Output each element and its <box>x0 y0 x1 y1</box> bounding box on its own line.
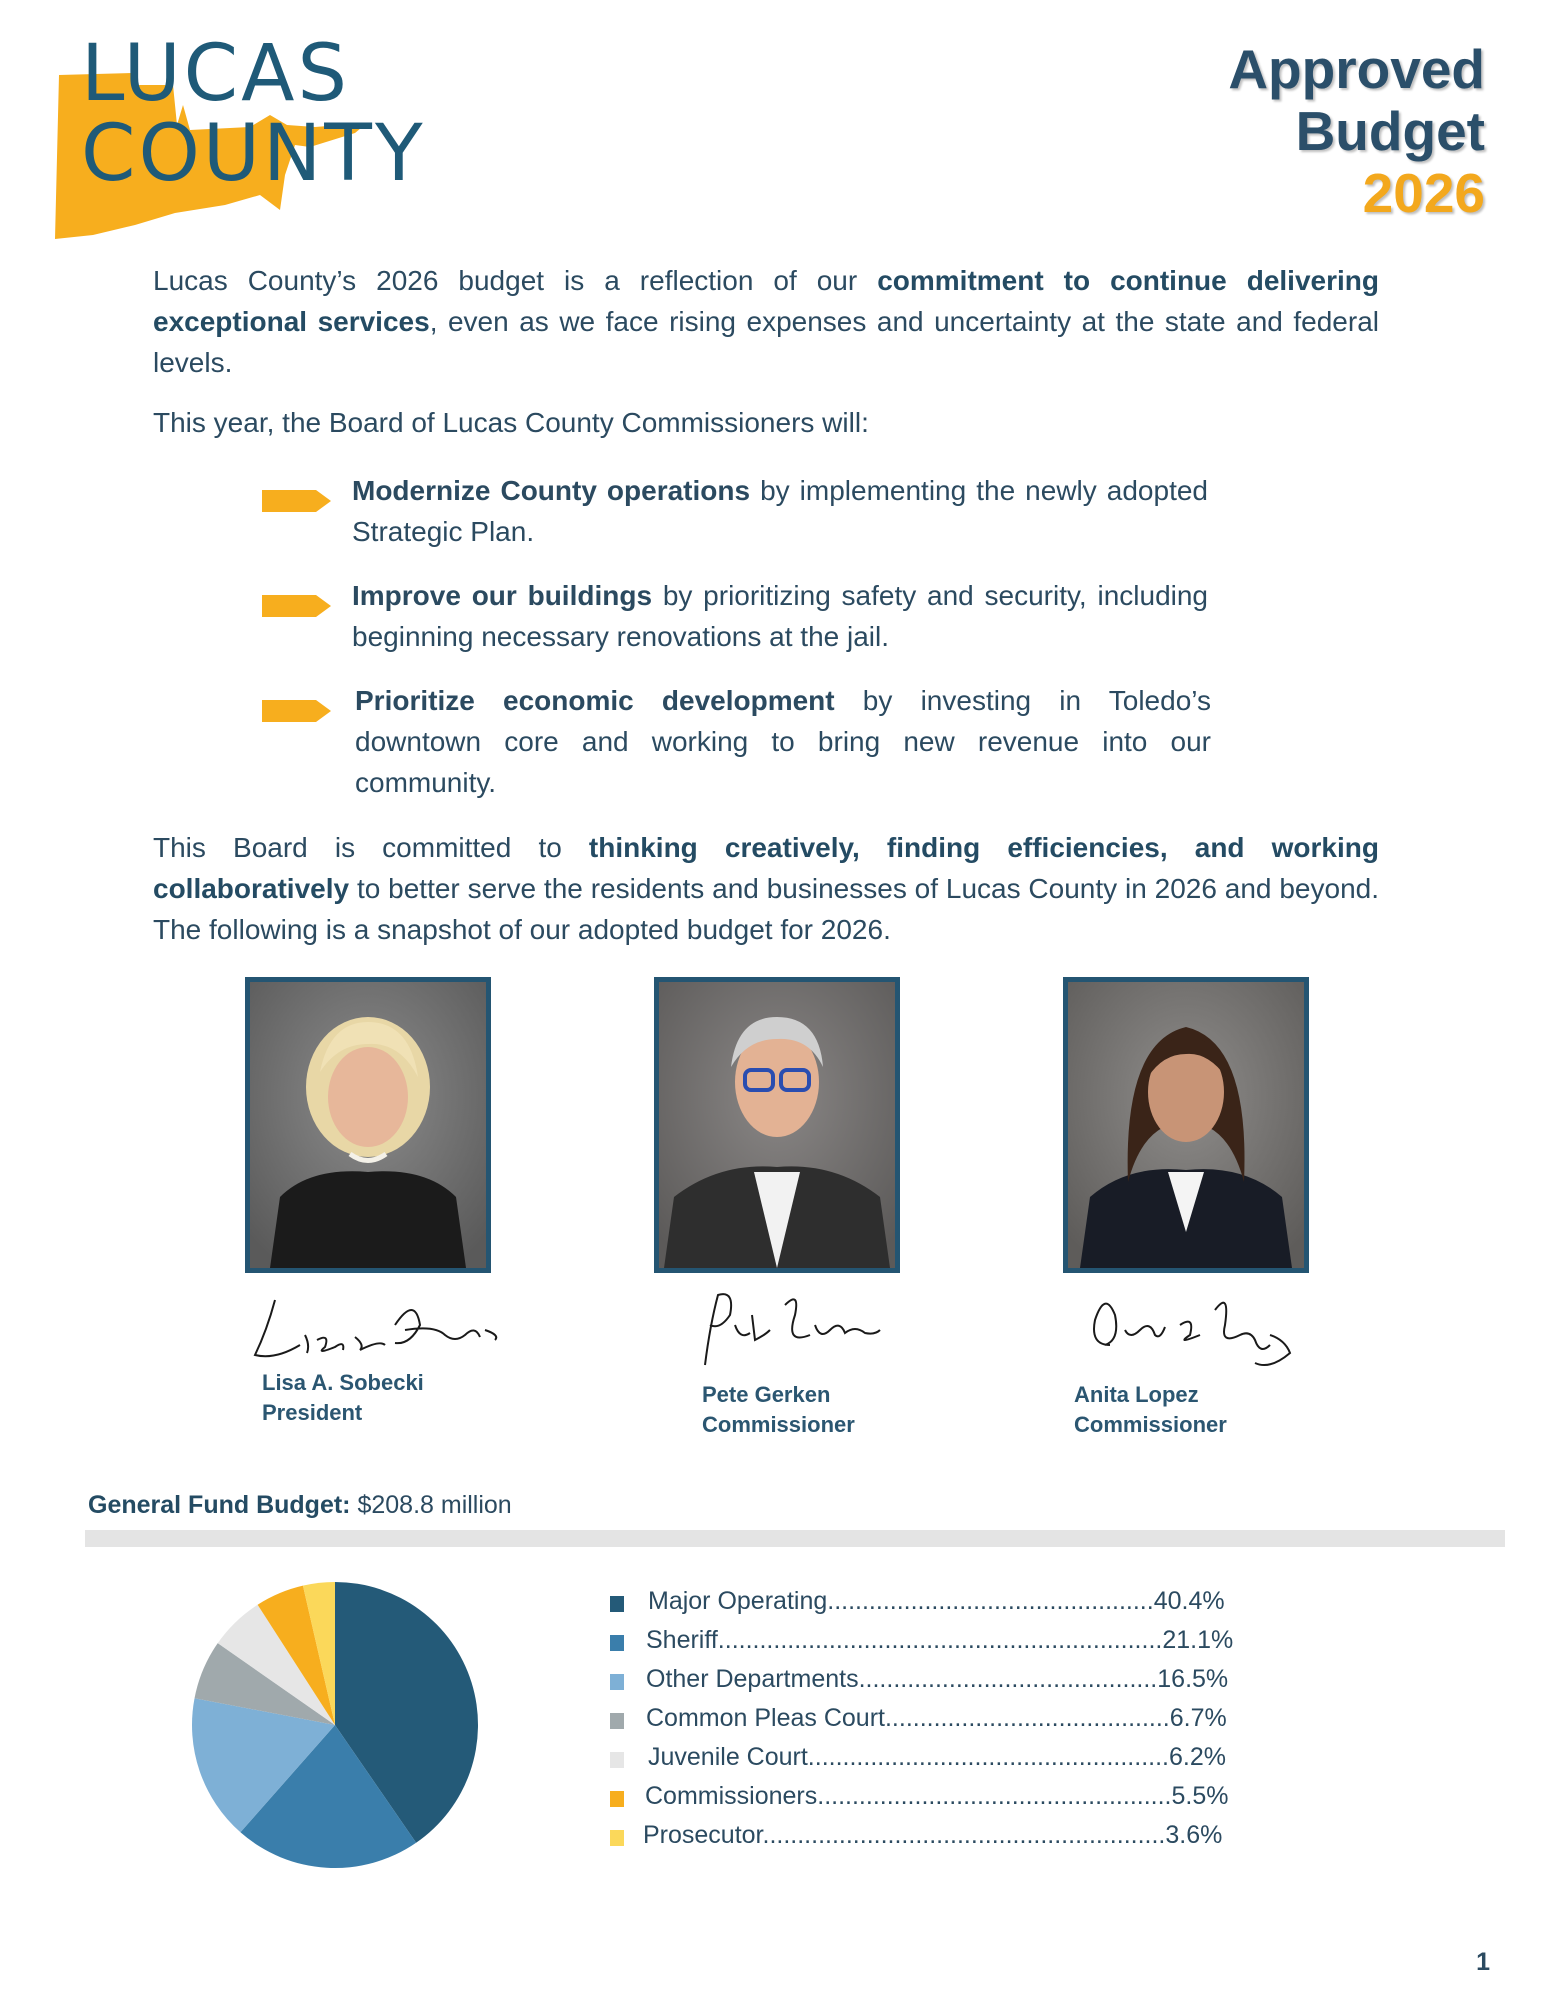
commissioner-name: Pete Gerken <box>702 1382 831 1407</box>
page-number: 1 <box>1476 1948 1490 1976</box>
logo-word-lucas: LUCAS <box>81 29 350 119</box>
legend-row <box>605 1622 1305 1658</box>
person-portrait-icon <box>659 982 895 1268</box>
signature-lisa-sobecki <box>245 1285 505 1375</box>
legend-label: Commissioners...................................................5.5% <box>645 1782 1229 1810</box>
legend-swatch <box>610 1674 624 1690</box>
document-title <box>1085 38 1485 224</box>
person-portrait-icon <box>250 982 486 1268</box>
legend-label: Juvenile Court....................................................6.2% <box>648 1743 1226 1771</box>
priority-bold: Modernize County operations <box>352 475 751 506</box>
priority-rest: by investing in Toledo’s downtown core and working to bring new revenue into our community. <box>355 685 1211 798</box>
legend-swatch <box>610 1830 624 1846</box>
priority-item <box>262 470 1212 560</box>
budget-pie-chart <box>185 1575 485 1875</box>
general-fund-heading <box>88 1491 512 1520</box>
signature-anita-lopez <box>1070 1285 1330 1375</box>
priority-item <box>262 575 1212 665</box>
priority-text <box>352 470 1208 552</box>
lucas-county-logo <box>55 29 426 245</box>
legend-row <box>605 1778 1305 1814</box>
legend-label: Prosecutor..........................................................3.6% <box>643 1821 1223 1849</box>
general-fund-label: General Fund Budget: <box>88 1491 351 1519</box>
title-year: 2026 <box>1362 162 1485 224</box>
portrait-photo <box>654 977 900 1273</box>
intro-text-1: Lucas County’s 2026 budget is a reflection of our <box>153 265 878 296</box>
legend-label: Sheriff................................................................21.1% <box>646 1626 1234 1654</box>
priority-text <box>352 575 1208 657</box>
arrow-bullet-icon <box>262 593 332 619</box>
logo-word-county: COUNTY <box>81 109 426 199</box>
legend-label: Major Operating...............................................40.4% <box>648 1587 1225 1615</box>
legend-row <box>605 1739 1305 1775</box>
legend-row <box>605 1661 1305 1697</box>
commissioner-name: Anita Lopez <box>1074 1382 1199 1407</box>
arrow-bullet-icon <box>262 698 332 724</box>
closing-text-2: to better serve the residents and businesses of Lucas County in 2026 and beyond. The following is a snapshot of our adopted budget for 2026. <box>153 873 1379 945</box>
portrait-photo <box>245 977 491 1273</box>
title-approved: Approved <box>1228 38 1485 100</box>
section-divider <box>85 1530 1505 1547</box>
intro-paragraph <box>153 260 1379 383</box>
portrait-photo <box>1063 977 1309 1273</box>
priority-rest: by implementing the newly adopted Strategic Plan. <box>352 475 1208 547</box>
person-portrait-icon <box>1068 982 1304 1268</box>
legend-swatch <box>610 1635 624 1651</box>
commissioner-name: Lisa A. Sobecki <box>262 1370 424 1395</box>
legend-swatch <box>610 1791 624 1807</box>
legend-row <box>605 1583 1305 1619</box>
legend-label: Common Pleas Court.........................................6.7% <box>646 1704 1227 1732</box>
arrow-bullet-icon <box>262 488 332 514</box>
signature-pete-gerken <box>690 1285 950 1375</box>
legend-label: Other Departments...........................................16.5% <box>646 1665 1229 1693</box>
commissioner-role: Commissioner <box>1074 1412 1227 1437</box>
priority-bold: Prioritize economic development <box>355 685 835 716</box>
legend-swatch <box>610 1713 624 1729</box>
closing-text-1: This Board is committed to <box>153 832 589 863</box>
priority-text <box>355 680 1211 803</box>
priority-item <box>262 680 1212 810</box>
commissioner-role: President <box>262 1400 363 1425</box>
legend-row <box>605 1700 1305 1736</box>
title-budget: Budget <box>1295 100 1485 162</box>
legend-swatch <box>610 1752 624 1768</box>
general-fund-amount: $208.8 million <box>357 1491 512 1519</box>
intro-text-2: , even as we face rising expenses and uncertainty at the state and federal levels. <box>153 306 1379 378</box>
closing-bold: thinking creatively, finding efficiencies, and working collaboratively <box>153 832 1379 904</box>
closing-paragraph <box>153 827 1379 950</box>
legend-swatch <box>610 1596 624 1612</box>
lead-in-text: This year, the Board of Lucas County Commissioners will: <box>153 407 869 438</box>
legend-row <box>605 1817 1305 1853</box>
commissioner-role: Commissioner <box>702 1412 855 1437</box>
intro-bold: commitment to continue delivering exceptional services <box>153 265 1379 337</box>
commissioner-caption <box>262 1368 424 1428</box>
commissioner-caption <box>702 1380 855 1440</box>
commissioner-caption <box>1074 1380 1227 1440</box>
priority-rest: by prioritizing safety and security, including beginning necessary renovations at the jail. <box>352 580 1209 652</box>
priority-bold: Improve our buildings <box>352 580 653 611</box>
